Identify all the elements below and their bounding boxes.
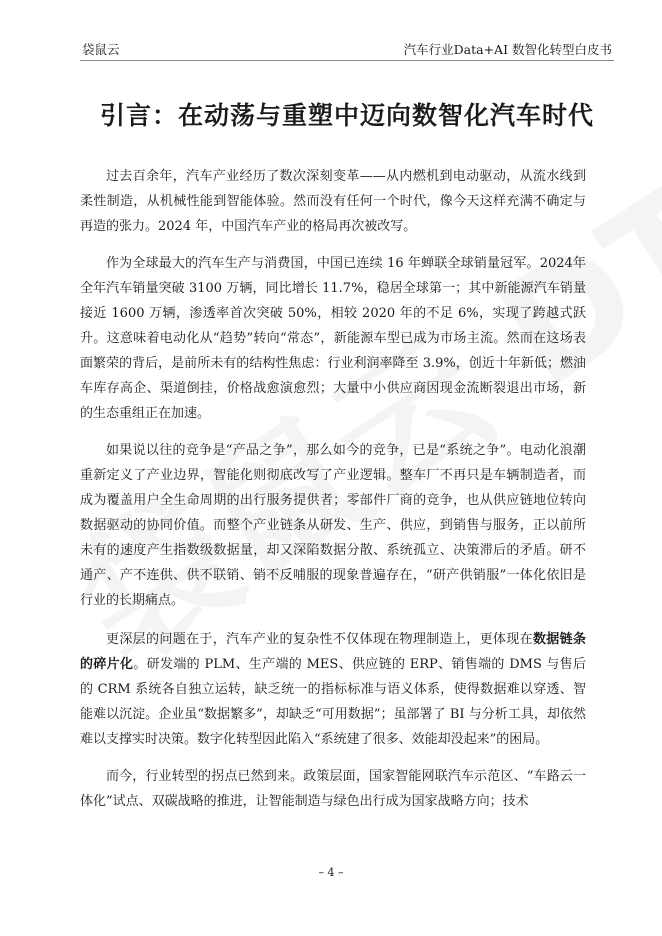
page-header	[80, 34, 614, 61]
page-number: – 4 –	[318, 866, 344, 879]
paragraph-4-emphasis: 数据链条的碎片化	[80, 632, 586, 672]
paragraph-1: 过去百余年，汽车产业经历了数次深刻变革——从内燃机到电动驱动，从流水线到柔性制造，从机械性能到智能体验。然而没有任何一个时代，像今天这样充满不确定与再造的张力。2024 年，中国汽车产业的格局再次被改写。	[80, 169, 586, 234]
paragraph-2: 作为全球最大的汽车生产与消费国，中国已连续 16 年蝉联全球销量冠军。2024年全年汽车销量突破 3100 万辆，同比增长 11.7%，稳居全球第一；其中新能源汽车销量接近 1600 万辆，渗透率首次突破 50%，相较 2020 年的不足 6%，实现了跨越式跃升。这意味着电动化从“趋势”转向“常态”，新能源车型已成为市场主流。然而在这场表面繁荣的背后，是前所未有的结构性焦虑：行业利润率降至 3.9%，创近十年新低；燃油车库存高企、渠道倒挂，价格战愈演愈烈；大量中小供应商因现金流断裂退出市场，新的生态重组正在加速。	[80, 256, 586, 421]
paragraph-3: 如果说以往的竞争是“产品之争”，那么如今的竞争，已是“系统之争”。电动化浪潮重新定义了产业边界，智能化则彻底改写了产业逻辑。整车厂不再只是车辆制造者，而成为覆盖用户全生命周期的出行服务提供者；零部件厂商的竞争，也从供应链地位转向数据驱动的协同价值。而整个产业链条从研发、生产、供应，到销售与服务，正以前所未有的速度产生指数级数据量，却又深陷数据分散、系统孤立、决策滞后的矛盾。研不通产、产不连供、供不联销、销不反哺服的现象普遍存在，“研产供销服”一体化依旧是行业的长期痛点。	[80, 443, 586, 608]
paragraph-4-lead: 更深层的问题在于，汽车产业的复杂性不仅体现在物理制造上，更体现在	[106, 632, 533, 647]
paragraph-4	[80, 627, 586, 752]
paragraph-4-rest: 。研发端的 PLM、生产端的 MES、供应链的 ERP、销售端的 DMS 与售后的 CRM 系统各自独立运转，缺乏统一的指标标准与语义体系，使得数据难以穿透、智能难以沉淀。企业虽“数据繁多”，却缺乏“可用数据”；虽部署了 BI 与分析工具，却依然难以支撑实时决策。数字化转型因此陷入“系统建了很多、效能却没起来”的困局。	[80, 657, 586, 747]
header-company: 袋鼠云	[82, 42, 120, 57]
section-title: 引言：在动荡与重塑中迈向数智化汽车时代	[99, 101, 594, 130]
header-document-title: 汽车行业Data+AI 数智化转型白皮书	[403, 42, 612, 57]
body-text	[80, 164, 586, 826]
paragraph-5: 而今，行业转型的拐点已然到来。政策层面，国家智能网联汽车示范区、“车路云一体化”试点、双碳战略的推进，让智能制造与绿色出行成为国家战略方向；技术	[80, 769, 586, 809]
